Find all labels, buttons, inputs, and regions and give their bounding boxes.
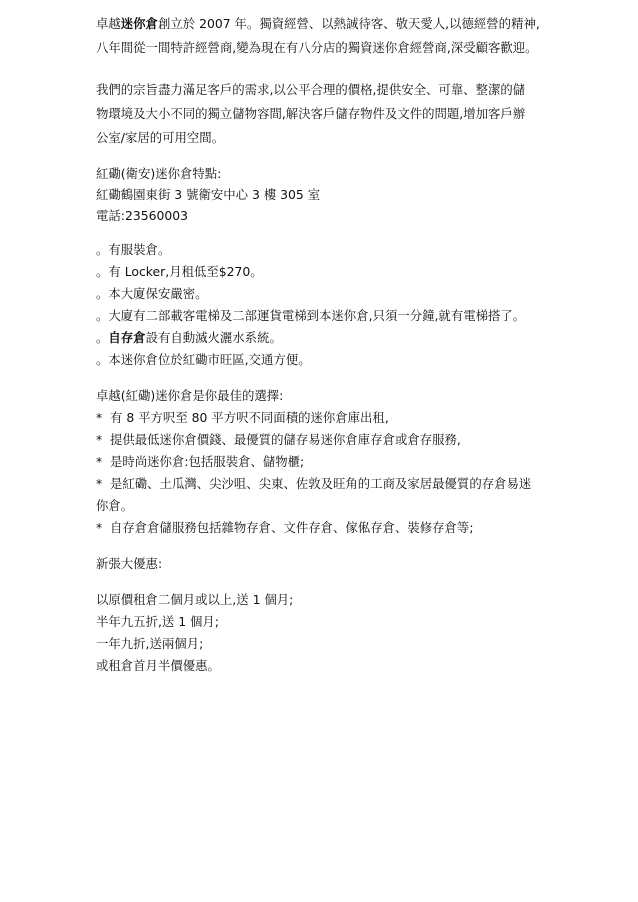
offer-title: 新張大優惠: <box>96 556 163 571</box>
choice-item <box>96 518 546 538</box>
feature-item <box>96 328 546 348</box>
choice-item-continuation: 你倉。 <box>96 498 134 513</box>
branch-phone: 電話:23560003 <box>96 208 189 223</box>
star-bullet: * <box>96 410 103 425</box>
offer-line: 或租倉首月半價優惠。 <box>96 658 220 673</box>
branch-title: 紅磡(衛安)迷你倉特點: <box>96 166 222 181</box>
offer-line: 一年九折,送兩個月; <box>96 636 204 651</box>
feature-text: 設有自動滅火灑水系統。 <box>145 330 282 345</box>
feature-item: 。有 Locker,月租低至$270。 <box>96 264 263 279</box>
branch-address: 紅磡鶴園東街 3 號衛安中心 3 樓 305 室 <box>96 187 321 202</box>
intro-line-2: 八年間從一間特許經營商,變為現在有八分店的獨資迷你倉經營商,深受顧客歡迎。 <box>96 40 538 55</box>
feature-item: 。本大廈保安嚴密。 <box>96 286 208 301</box>
intro-line-1 <box>96 14 546 34</box>
choice-item <box>96 408 546 428</box>
offer-line: 半年九五折,送 1 個月; <box>96 614 219 629</box>
feature-text: 。 <box>96 330 109 345</box>
offer-line: 以原價租倉二個月或以上,送 1 個月; <box>96 592 294 607</box>
choice-item <box>96 452 546 472</box>
feature-item: 。本迷你倉位於紅磡市旺區,交通方便。 <box>96 352 311 367</box>
star-bullet: * <box>96 454 103 469</box>
choice-text: 有 8 平方呎至 80 平方呎不同面積的迷你倉庫出租, <box>110 410 389 425</box>
mission-line-3: 公室/家居的可用空間。 <box>96 130 225 145</box>
star-bullet: * <box>96 476 103 491</box>
star-bullet: * <box>96 432 103 447</box>
intro-bold-term: 迷你倉 <box>120 16 158 31</box>
mission-line-2: 物環境及大小不同的獨立儲物容間,解決客戶儲存物件及文件的問題,增加客戶辦 <box>96 106 526 121</box>
choice-title: 卓越(紅磡)迷你倉是你最佳的選擇: <box>96 388 284 403</box>
choice-text: 提供最低迷你倉價錢、最優質的儲存易迷你倉庫存倉或倉存服務, <box>110 432 461 447</box>
star-bullet: * <box>96 520 103 535</box>
intro-text: 創立於 2007 年。獨資經營、以熱誠待客、敬天愛人,以德經營的精神, <box>157 16 540 31</box>
feature-item: 。大廈有二部載客電梯及二部運貨電梯到本迷你倉,只須一分鐘,就有電梯搭了。 <box>96 308 526 323</box>
intro-text: 卓越 <box>96 16 121 31</box>
feature-bold-term: 自存倉 <box>108 330 146 345</box>
choice-text: 自存倉倉儲服務包括雜物存倉、文件存倉、傢俬存倉、裝修存倉等; <box>110 520 474 535</box>
choice-item <box>96 474 546 494</box>
choice-item <box>96 430 546 450</box>
choice-text: 是時尚迷你倉:包括服裝倉、儲物櫃; <box>110 454 305 469</box>
choice-text: 是紅磡、土瓜灣、尖沙咀、尖東、佐敦及旺角的工商及家居最優質的存倉易迷 <box>110 476 532 491</box>
mission-line-1: 我們的宗旨盡力滿足客戶的需求,以公平合理的價格,提供安全、可靠、整潔的儲 <box>96 82 526 97</box>
feature-item: 。有服裝倉。 <box>96 242 171 257</box>
